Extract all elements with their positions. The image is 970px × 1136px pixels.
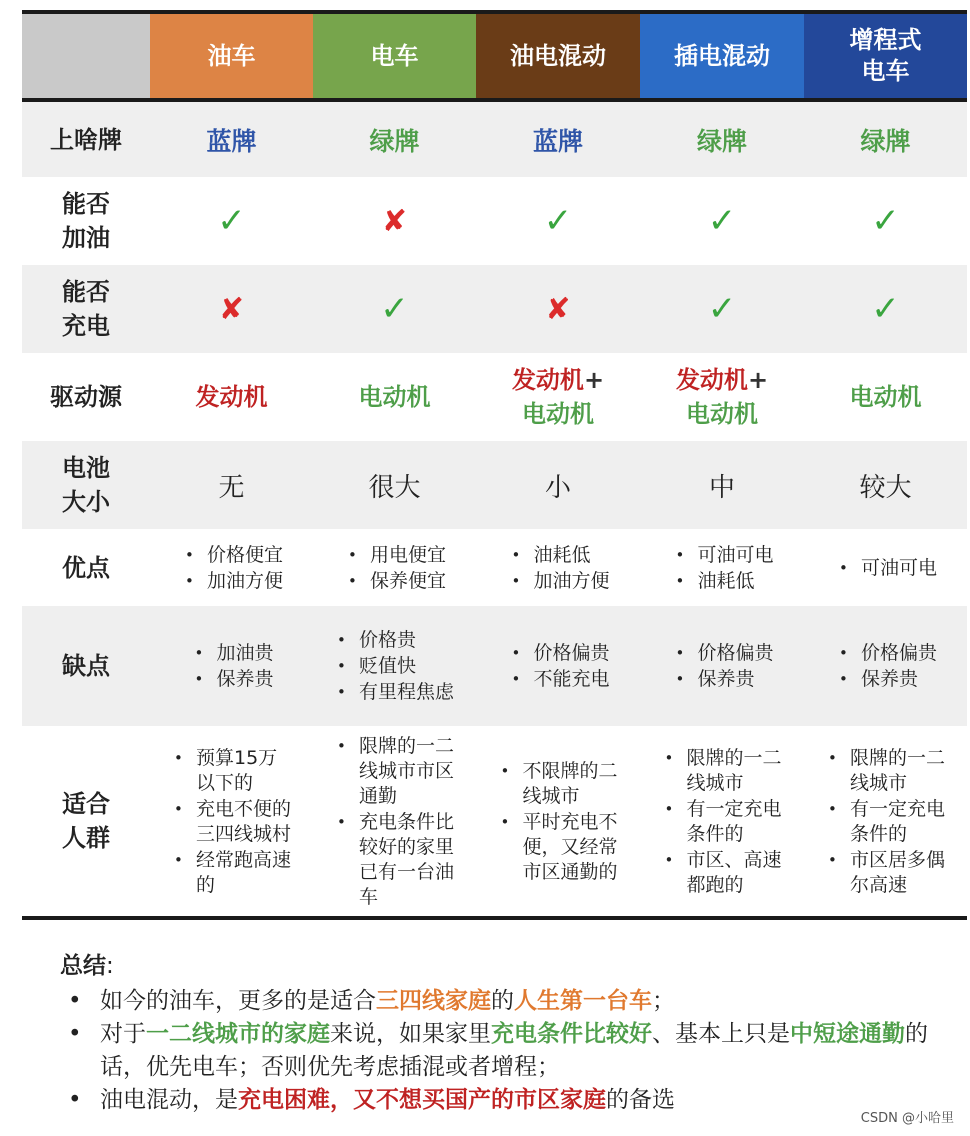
list-item: • 有一定充电条件的 [660, 797, 785, 847]
check-icon: ✓ [707, 289, 737, 329]
list-item: • 充电条件比较好的家里已有一台油车 [332, 810, 457, 910]
drive-motor-text: 电动机 [358, 383, 431, 411]
plate-hybrid: 蓝牌 [532, 126, 583, 156]
list-item: • 价格偏贵 [670, 641, 773, 666]
list-item: • 市区居多偶尔高速 [823, 848, 948, 898]
text: 油电混动，是 [100, 1087, 238, 1113]
header-row [22, 14, 967, 98]
bullet-list [343, 542, 446, 594]
list-item: • 贬值快 [332, 654, 457, 679]
list-item: • 不限牌的二线城市 [496, 759, 621, 809]
list-item: • 可油可电 [670, 543, 773, 568]
drive-engine-text: 发动机 [675, 366, 748, 394]
text: 的话，优先电车；否则优先考虑插混或者增程； [100, 1021, 928, 1080]
highlight: 三四线家庭 [376, 988, 491, 1014]
list-item: • 有一定充电条件的 [823, 797, 948, 847]
bullet-list [660, 745, 785, 898]
drive-oil [150, 353, 313, 441]
header-hybrid: 油电混动 [476, 14, 640, 98]
bullet-list [332, 627, 457, 705]
list-item: • 加油方便 [506, 569, 609, 594]
bullet-list [169, 745, 294, 898]
battery-range: 较大 [859, 472, 912, 503]
cons-range [804, 606, 967, 726]
highlight: 充电条件比较好 [491, 1021, 652, 1047]
row-pros [22, 529, 967, 606]
cross-icon: ✘ [545, 291, 571, 327]
summary-section [60, 950, 940, 1117]
row-cons [22, 606, 967, 726]
list-item: • 经常跑高速的 [169, 848, 294, 898]
drive-plus: + [747, 366, 769, 394]
drive-hybrid [476, 353, 640, 441]
header-range-extender: 增程式 电车 [804, 14, 967, 98]
cons-oil [150, 606, 313, 726]
text: 对于 [100, 1021, 146, 1047]
drive-range [804, 353, 967, 441]
header-oil-car: 油车 [150, 14, 313, 98]
cons-plugin [640, 606, 804, 726]
list-item: • 保养贵 [670, 667, 773, 692]
row-label-pros: 优点 [62, 553, 110, 582]
drive-electric [313, 353, 476, 441]
cons-hybrid [476, 606, 640, 726]
row-label-plate: 上啥牌 [50, 125, 122, 154]
plate-plugin: 绿牌 [696, 126, 747, 156]
bullet-list [823, 745, 948, 898]
row-label-battery: 电池 大小 [62, 454, 110, 516]
header-electric-car: 电车 [313, 14, 476, 98]
cons-electric [313, 606, 476, 726]
header-corner [22, 14, 150, 98]
row-plate [22, 102, 967, 177]
highlight: 人生第一台车 [514, 988, 652, 1014]
list-item: • 油耗低 [506, 543, 609, 568]
list-item: • 充电不便的三四线城村 [169, 797, 294, 847]
list-item: • 用电便宜 [343, 543, 446, 568]
bullet-list [670, 640, 773, 692]
summary-title-colon: : [106, 953, 114, 979]
watermark: CSDN @小哈里 [860, 1111, 954, 1126]
list-item: • 价格偏贵 [834, 641, 937, 666]
drive-engine-text: 发动机 [195, 383, 268, 411]
list-item: • 不能充电 [506, 667, 609, 692]
summary-list [60, 985, 940, 1117]
drive-motor-text: 电动机 [522, 400, 594, 428]
summary-bullet-1 [60, 985, 940, 1018]
drive-plugin [640, 353, 804, 441]
drive-plus: + [583, 366, 605, 394]
bullet-list [506, 542, 609, 594]
plate-range: 绿牌 [860, 126, 911, 156]
row-charge [22, 265, 967, 353]
check-icon: ✓ [217, 201, 246, 241]
audience-range [804, 726, 967, 916]
bullet-list [180, 542, 283, 594]
summary-title-text: 总结 [60, 953, 106, 979]
list-item: • 市区、高速都跑的 [660, 848, 785, 898]
pros-electric [313, 529, 476, 606]
plate-oil: 蓝牌 [206, 126, 257, 156]
drive-motor-text: 电动机 [849, 383, 922, 411]
header-plugin-hybrid: 插电混动 [640, 14, 804, 98]
row-label-drive: 驱动源 [50, 383, 122, 411]
bullet-list [670, 542, 773, 594]
audience-hybrid [476, 726, 640, 916]
list-item: • 可油可电 [834, 556, 937, 581]
check-icon: ✓ [871, 289, 900, 329]
check-icon: ✓ [380, 289, 409, 329]
check-icon: ✓ [543, 201, 573, 241]
pros-hybrid [476, 529, 640, 606]
row-label-refuel: 能否 加油 [62, 190, 110, 252]
list-item: • 加油方便 [180, 569, 283, 594]
row-label-cons: 缺点 [62, 652, 110, 680]
highlight: 一二线城市的家庭 [146, 1021, 330, 1047]
list-item: • 价格贵 [332, 628, 457, 653]
comparison-table [22, 10, 967, 920]
list-item: • 限牌的一二线城市 [823, 746, 948, 796]
list-item: • 保养贵 [834, 667, 937, 692]
row-audience [22, 726, 967, 916]
text: 如今的油车，更多的是适合 [100, 988, 376, 1014]
bottom-rule [22, 916, 967, 920]
list-item: • 油耗低 [670, 569, 773, 594]
highlight: 充电困难，又不想买国产的市区家庭 [238, 1087, 606, 1113]
list-item: • 价格偏贵 [506, 641, 609, 666]
pros-oil [150, 529, 313, 606]
row-refuel [22, 177, 967, 265]
summary-bullet-2 [60, 1018, 940, 1084]
drive-engine-text: 发动机 [511, 366, 584, 394]
list-item: • 保养贵 [189, 667, 273, 692]
summary-title [60, 950, 940, 983]
list-item: • 限牌的一二线城市市区通勤 [332, 734, 457, 809]
bullet-list [496, 758, 621, 885]
bullet-list [332, 733, 457, 910]
battery-electric: 很大 [368, 472, 421, 503]
list-item: • 限牌的一二线城市 [660, 746, 785, 796]
bullet-list [189, 640, 273, 692]
list-item: • 有里程焦虑 [332, 680, 457, 705]
check-icon: ✓ [871, 201, 900, 241]
battery-oil: 无 [218, 472, 245, 503]
bullet-list [834, 640, 937, 692]
bullet-list [506, 640, 609, 692]
check-icon: ✓ [707, 201, 737, 241]
cross-icon: ✘ [381, 203, 408, 239]
list-item: • 预算15万以下的 [169, 746, 294, 796]
summary-bullet-3 [60, 1084, 940, 1117]
highlight: 中短途通勤 [790, 1021, 905, 1047]
list-item: • 加油贵 [189, 641, 273, 666]
audience-electric [313, 726, 476, 916]
text: 的 [491, 988, 514, 1014]
bullet-list [834, 555, 937, 581]
battery-plugin: 中 [708, 472, 735, 503]
text: 的备选 [606, 1087, 675, 1113]
row-drive [22, 353, 967, 441]
list-item: • 保养便宜 [343, 569, 446, 594]
text: 来说，如果家里 [330, 1021, 491, 1047]
battery-hybrid: 小 [544, 472, 571, 503]
list-item: • 价格便宜 [180, 543, 283, 568]
audience-plugin [640, 726, 804, 916]
drive-motor-text: 电动机 [686, 400, 758, 428]
cross-icon: ✘ [218, 291, 245, 327]
plate-electric: 绿牌 [369, 126, 420, 156]
pros-plugin [640, 529, 804, 606]
row-label-audience: 适合 人群 [62, 790, 110, 852]
list-item: • 平时充电不便，又经常市区通勤的 [496, 810, 621, 885]
row-label-charge: 能否 充电 [62, 278, 110, 340]
text: ； [652, 988, 675, 1014]
audience-oil [150, 726, 313, 916]
row-battery [22, 441, 967, 529]
text: 、基本上只是 [652, 1021, 790, 1047]
pros-range [804, 529, 967, 606]
